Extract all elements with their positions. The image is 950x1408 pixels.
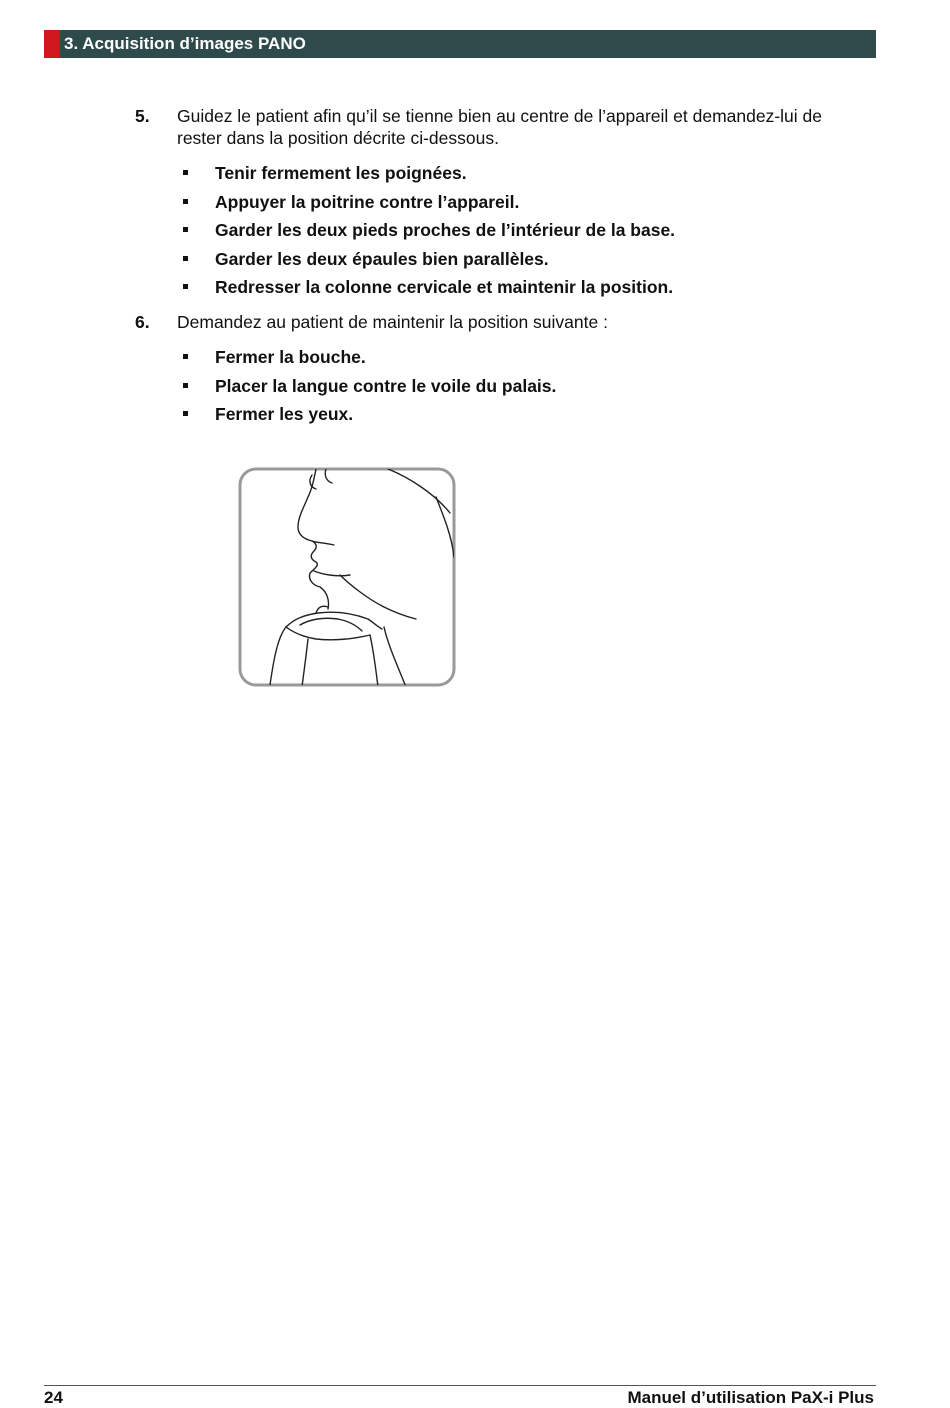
section-header-accent: [44, 30, 60, 58]
bullet-text: Garder les deux pieds proches de l’intérieur de la base.: [215, 220, 676, 241]
step-6-bullet-list: [183, 346, 863, 432]
step-text: Demandez au patient de maintenir la position suivante :: [177, 312, 608, 332]
section-title: 3. Acquisition d’images PANO: [64, 34, 306, 53]
bullet-item: [183, 219, 863, 248]
step-number: 6.: [135, 312, 150, 332]
bullet-text: Fermer les yeux.: [215, 404, 354, 425]
bullet-square-icon: [183, 383, 188, 388]
bullet-text: Appuyer la poitrine contre l’appareil.: [215, 191, 520, 212]
manual-title: Manuel d’utilisation PaX-i Plus: [627, 1388, 874, 1407]
step-5-bullet-list: [183, 162, 863, 305]
bullet-square-icon: [183, 199, 188, 204]
page-number: 24: [44, 1388, 63, 1407]
bullet-item: [183, 375, 863, 404]
bullet-text: Garder les deux épaules bien parallèles.: [215, 248, 549, 269]
bullet-text: Placer la langue contre le voile du palais.: [215, 375, 557, 396]
section-header-bar: [44, 30, 876, 58]
bullet-item: [183, 162, 863, 191]
bullet-item: [183, 403, 863, 432]
bullet-square-icon: [183, 227, 188, 232]
bullet-item: [183, 276, 863, 305]
footer-divider: [44, 1385, 876, 1386]
step-text: Guidez le patient afin qu’il se tienne bien au centre de l’appareil et demandez-lui de rester dans la position décrite ci-dessous.: [177, 106, 823, 148]
bullet-text: Tenir fermement les poignées.: [215, 163, 467, 183]
bullet-square-icon: [183, 284, 188, 289]
bullet-item: [183, 346, 863, 375]
bullet-square-icon: [183, 256, 188, 261]
bullet-item: [183, 191, 863, 220]
bullet-item: [183, 248, 863, 277]
bullet-square-icon: [183, 354, 188, 359]
bullet-square-icon: [183, 170, 188, 175]
patient-position-illustration: [238, 467, 456, 687]
bullet-text: Redresser la colonne cervicale et maintenir la position.: [215, 277, 674, 298]
bullet-text: Fermer la bouche.: [215, 347, 366, 367]
step-number: 5.: [135, 106, 150, 126]
bullet-square-icon: [183, 411, 188, 416]
